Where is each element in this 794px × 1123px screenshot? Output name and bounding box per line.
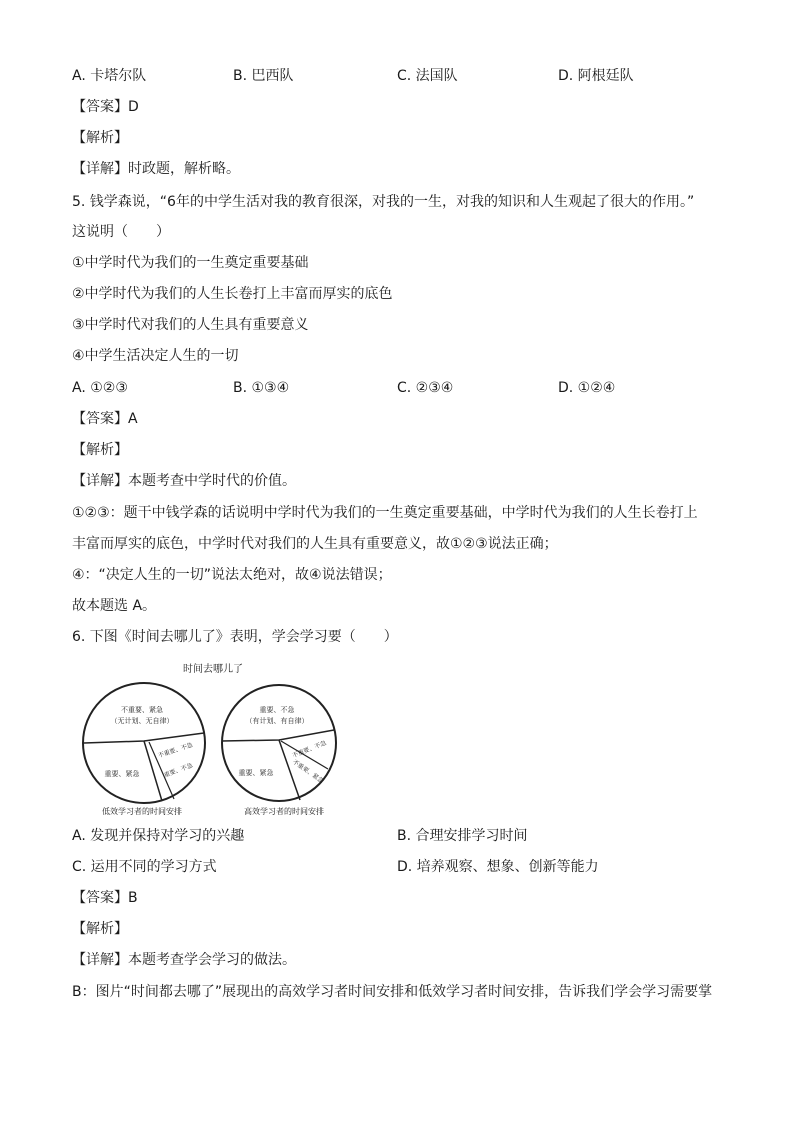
q4-analysis-heading: 【解析】 (72, 130, 128, 146)
q4-detail: 【详解】时政题，解析略。 (72, 161, 240, 177)
q5-stem-line2: 这说明（ ） (72, 224, 170, 240)
right-pie (222, 685, 336, 801)
figure-title: 时间去哪儿了 (183, 664, 243, 675)
left-small-label-2: 重要、不急 (163, 762, 194, 780)
q5-analysis-heading: 【解析】 (72, 442, 128, 458)
q5-answer: 【答案】A (72, 411, 138, 427)
right-pie-caption: 高效学习者的时间安排 (244, 807, 324, 816)
q5-option-a: A. ①②③ (72, 380, 128, 396)
q5-option-b: B. ①③④ (233, 380, 290, 396)
q6-option-b: B. 合理安排学习时间 (397, 828, 528, 844)
q4-answer: 【答案】D (72, 99, 139, 115)
q5-item-4: ④中学生活决定人生的一切 (72, 348, 239, 364)
q5-detail: 【详解】本题考查中学时代的价值。 (72, 473, 296, 489)
q5-item-2: ②中学时代为我们的人生长卷打上丰富而厚实的底色 (72, 286, 393, 302)
q6-detail: 【详解】本题考查学会学习的做法。 (72, 952, 296, 968)
left-pie-caption: 低效学习者的时间安排 (102, 807, 182, 816)
q5-explain-line1: ①②③：题干中钱学森的话说明中学时代为我们的一生奠定重要基础，中学时代为我们的人生长卷打上 (72, 505, 698, 521)
q5-item-3: ③中学时代对我们的人生具有重要意义 (72, 317, 309, 333)
right-small-label-1: 不重要、不急 (291, 739, 328, 760)
q6-analysis-heading: 【解析】 (72, 921, 128, 937)
right-bottom-label: 重要、紧急 (238, 769, 274, 777)
q5-conclusion: 故本题选 A。 (72, 598, 157, 614)
q4-option-a: A. 卡塔尔队 (72, 68, 147, 84)
q5-explain-line3: ④：“决定人生的一切”说法太绝对，故④说法错误； (72, 567, 392, 583)
q6-answer: 【答案】B (72, 890, 138, 906)
q6-stem: 6. 下图《时间去哪儿了》表明，学会学习要（ ） (72, 629, 398, 645)
q6-option-c: C. 运用不同的学习方式 (72, 859, 217, 875)
right-big-label-2: （有计划、有自律） (245, 717, 309, 725)
q6-option-d: D. 培养观察、想象、创新等能力 (397, 859, 599, 875)
q4-option-d: D. 阿根廷队 (558, 68, 634, 84)
q5-stem-line1: 5. 钱学森说，“6年的中学生活对我的教育很深，对我的一生，对我的知识和人生观起了很大的作用。” (72, 194, 695, 210)
q6-explain-line1: B：图片“时间都去哪了”展现出的高效学习者时间安排和低效学习者时间安排，告诉我们学会学习需要掌 (72, 984, 713, 1000)
q5-explain-line2: 丰富而厚实的底色，中学时代对我们的人生具有重要意义，故①②③说法正确； (72, 536, 558, 552)
left-pie (83, 683, 205, 803)
q6-option-a: A. 发现并保持对学习的兴趣 (72, 828, 245, 844)
right-small-label-2: 不重要、紧急 (291, 758, 325, 785)
q4-option-b: B. 巴西队 (233, 68, 294, 84)
right-big-label-1: 重要、不急 (259, 706, 295, 714)
left-bottom-label: 重要、紧急 (104, 770, 140, 778)
q5-item-1: ①中学时代为我们的一生奠定重要基础 (72, 255, 309, 271)
left-big-label-2: （无计划、无自律） (110, 717, 174, 725)
q4-option-c: C. 法国队 (397, 68, 458, 84)
left-small-label-1: 不重要、不急 (157, 741, 194, 760)
time-pie-figure (78, 660, 348, 818)
q5-option-c: C. ②③④ (397, 380, 454, 396)
left-big-label-1: 不重要、紧急 (121, 706, 163, 714)
q5-option-d: D. ①②④ (558, 380, 616, 396)
